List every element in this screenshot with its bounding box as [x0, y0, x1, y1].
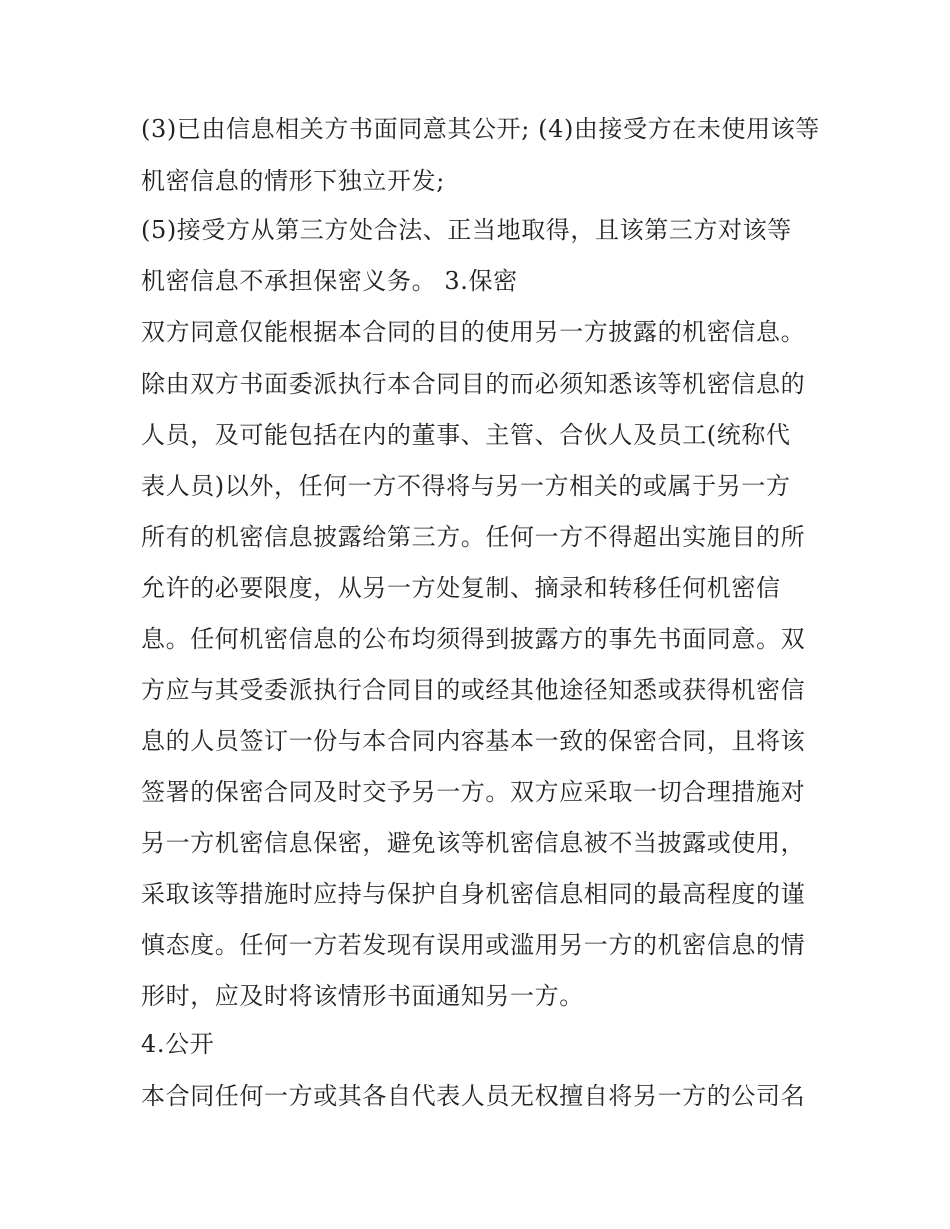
text-line: 机密信息不承担保密义务。 3.保密 [141, 267, 518, 295]
text-line: 签署的保密合同及时交予另一方。双方应采取一切合理措施对 [141, 778, 806, 806]
text-line: (5)接受方从第三方处合法、正当地取得，且该第三方对该等 [141, 216, 792, 244]
text-line: 息。任何机密信息的公布均须得到披露方的事先书面同意。双 [141, 625, 806, 653]
text-line: 除由双方书面委派执行本合同目的而必须知悉该等机密信息的 [141, 370, 806, 398]
text-line: 方应与其受委派执行合同目的或经其他途径知悉或获得机密信 [141, 676, 806, 704]
text-line: 本合同任何一方或其各自代表人员无权擅自将另一方的公司名 [141, 1082, 806, 1110]
section-heading: 4.公开 [141, 1030, 215, 1058]
text-line: 双方同意仅能根据本合同的目的使用另一方披露的机密信息。 [141, 318, 806, 346]
text-line: 采取该等措施时应持与保护自身机密信息相同的最高程度的谨 [141, 880, 806, 908]
text-line: 息的人员签订一份与本合同内容基本一致的保密合同，且将该 [141, 727, 806, 755]
text-line: 人员，及可能包括在内的董事、主管、合伙人及员工(统称代 [141, 421, 791, 449]
text-line: 允许的必要限度，从另一方处复制、摘录和转移任何机密信 [141, 574, 781, 602]
text-line: 表人员)以外，任何一方不得将与另一方相关的或属于另一方 [141, 472, 791, 500]
text-line: 形时，应及时将该情形书面通知另一方。 [141, 982, 584, 1010]
text-line: 慎态度。任何一方若发现有误用或滥用另一方的机密信息的情 [141, 931, 806, 959]
text-line: (3)已由信息相关方书面同意其公开; (4)由接受方在未使用该等 [141, 115, 820, 143]
text-line: 所有的机密信息披露给第三方。任何一方不得超出实施目的所 [141, 523, 806, 551]
text-line: 机密信息的情形下独立开发; [141, 167, 445, 195]
text-line: 另一方机密信息保密，避免该等机密信息被不当披露或使用， [141, 829, 806, 857]
